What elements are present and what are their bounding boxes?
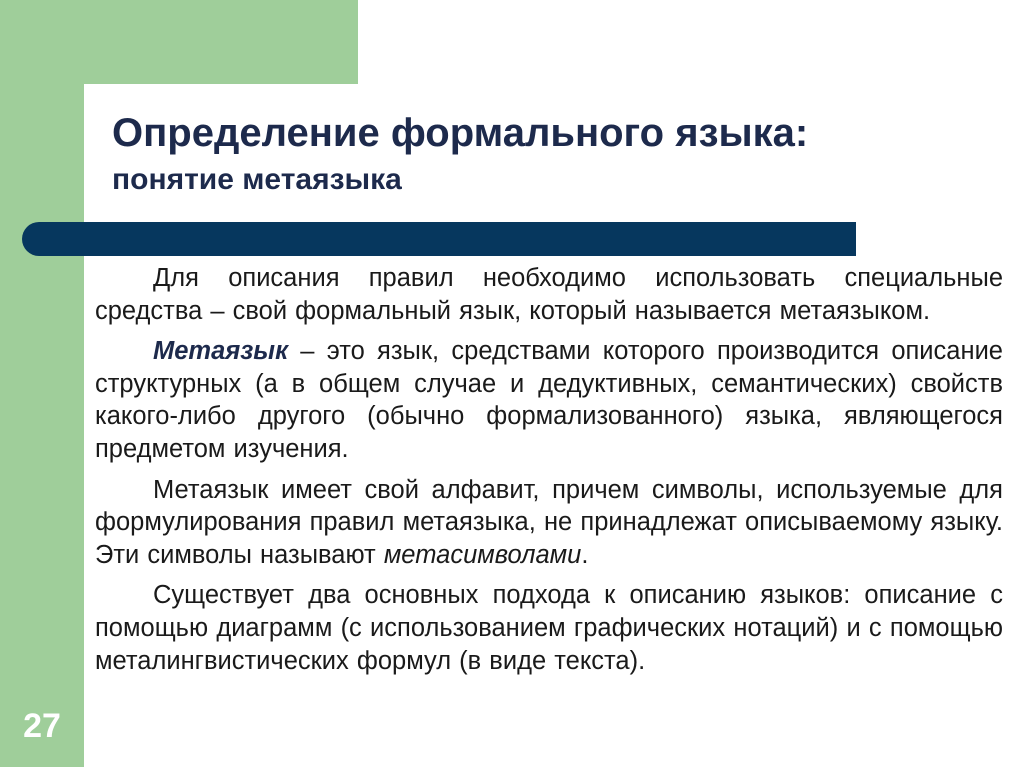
title-divider-bar xyxy=(22,222,856,256)
title-line-2: понятие метаязыка xyxy=(112,163,402,196)
paragraph-3 xyxy=(95,474,1003,572)
paragraph-2-text: – это язык, средствами которого производится описание структурных (а в общем случае и дедуктивных, семантических) свойств какого-либо другого (обычно формализованного) языка, являющегося предметом изучения. xyxy=(95,337,1003,463)
slide-title xyxy=(112,108,992,200)
term-metalanguage: Метаязык xyxy=(153,337,289,366)
title-line-1: Определение формального языка: xyxy=(112,111,809,155)
paragraph-3-end: . xyxy=(581,540,589,569)
green-side-strip xyxy=(0,0,84,767)
paragraph-1: Для описания правил необходимо использовать специальные средства – свой формальный язык, который называется метаязыком. xyxy=(95,264,1003,325)
term-metasymbols: метасимволами xyxy=(383,540,582,569)
slide-number: 27 xyxy=(23,707,61,745)
paragraph-4: Существует два основных подхода к описанию языков: описание с помощью диаграмм (с использованием графических нотаций) и с помощью металингвистических формул (в виде текста). xyxy=(95,581,1003,675)
paragraph-3-text: Метаязык имеет свой алфавит, причем символы, используемые для формулирования правил метаязыка, не принадлежат описываемому языку. Эти символы называют xyxy=(95,475,1003,569)
paragraph-2 xyxy=(95,335,1003,465)
slide-body xyxy=(95,262,1003,685)
